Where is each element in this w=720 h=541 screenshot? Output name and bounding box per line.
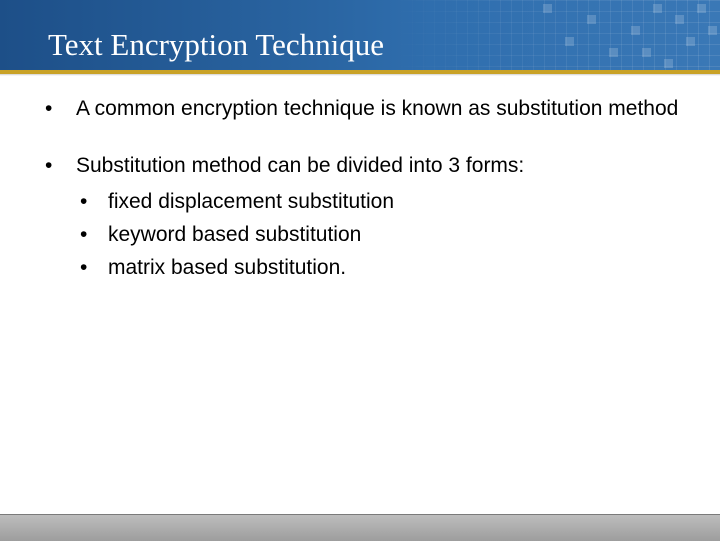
bullet-item [42, 93, 682, 124]
sub-bullet-marker: • [80, 256, 88, 279]
slide-body [42, 93, 682, 284]
header-shadow [0, 74, 720, 76]
bullet-item [42, 150, 682, 284]
header-band [0, 0, 720, 70]
sub-bullet-text: fixed displacement substitution [108, 190, 394, 213]
sub-bullet-item [76, 218, 682, 251]
sub-bullet-item [76, 185, 682, 218]
bullet-marker: • [45, 97, 53, 120]
sub-bullet-list [76, 185, 682, 284]
footer-band [0, 514, 720, 541]
grid-blocks-decoration [480, 0, 720, 70]
bullet-text: A common encryption technique is known as substitution method [76, 97, 679, 120]
sub-bullet-item [76, 251, 682, 284]
bullet-marker: • [45, 154, 53, 177]
sub-bullet-text: matrix based substitution. [108, 256, 347, 279]
slide-title: Text Encryption Technique [48, 27, 384, 62]
sub-bullet-marker: • [80, 190, 88, 213]
bullet-text: Substitution method can be divided into 3 forms: [76, 154, 525, 177]
sub-bullet-marker: • [80, 223, 88, 246]
sub-bullet-text: keyword based substitution [108, 223, 362, 246]
